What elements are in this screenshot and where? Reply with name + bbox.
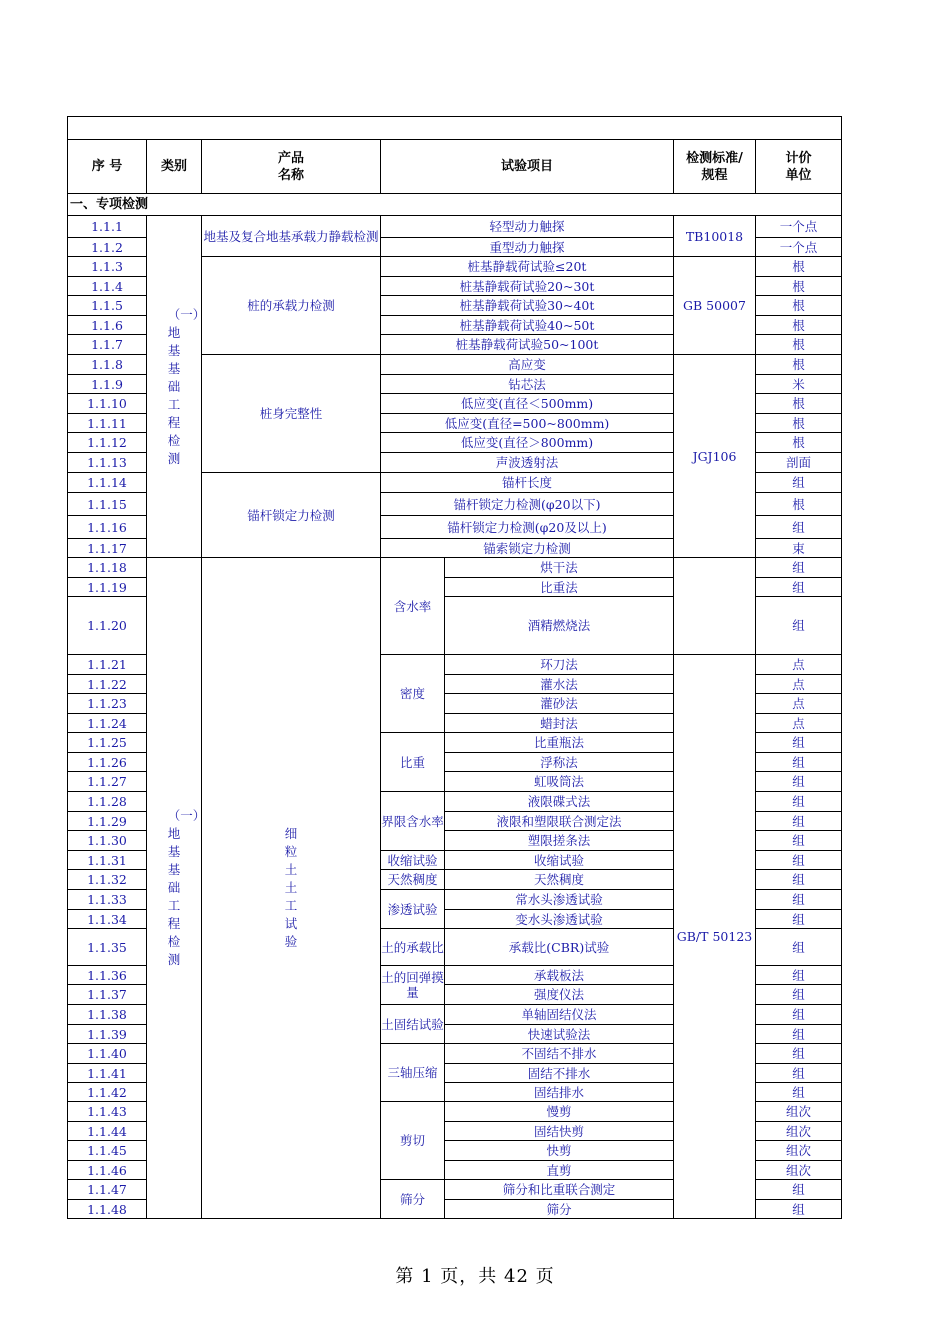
row-number: 1.1.43	[68, 1102, 147, 1122]
test-item: 承载板法	[445, 966, 674, 985]
test-item: 慢剪	[445, 1102, 674, 1122]
row-number: 1.1.37	[68, 985, 147, 1005]
price-unit: 组	[756, 966, 842, 985]
standard-code: GB/T 50123	[674, 655, 756, 1219]
price-unit: 组	[756, 516, 842, 539]
price-table	[67, 116, 842, 1219]
row-number: 1.1.16	[68, 516, 147, 539]
category-cell	[147, 558, 206, 1219]
test-item: 直剪	[445, 1161, 674, 1180]
row-number: 1.1.28	[68, 792, 147, 812]
test-item: 灌水法	[445, 675, 674, 694]
price-unit: 米	[756, 375, 842, 394]
test-item: 桩基静载荷试验40~50t	[381, 316, 674, 335]
header-unit: 计价 单位	[756, 140, 842, 194]
row-number: 1.1.25	[68, 733, 147, 753]
test-item: 承载比(CBR)试验	[445, 929, 674, 966]
price-unit: 根	[756, 277, 842, 296]
test-item: 环刀法	[445, 655, 674, 675]
row-number: 1.1.8	[68, 355, 147, 375]
page-footer: 第 1 页，共 42 页	[395, 1266, 555, 1287]
test-group: 界限含水率	[381, 792, 445, 851]
price-unit: 点	[756, 675, 842, 694]
test-item: 变水头渗透试验	[445, 910, 674, 929]
row-number: 1.1.23	[68, 694, 147, 714]
test-group: 含水率	[381, 558, 445, 655]
row-number: 1.1.3	[68, 257, 147, 277]
test-item: 强度仪法	[445, 985, 674, 1005]
row-number: 1.1.30	[68, 831, 147, 851]
price-unit: 组次	[756, 1161, 842, 1180]
row-number: 1.1.17	[68, 539, 147, 558]
test-group: 土的回弹摸量	[381, 966, 445, 1005]
test-group: 剪切	[381, 1102, 445, 1180]
category-cell-text: （一）地基基础工程检测	[167, 306, 206, 466]
price-unit: 一个点	[756, 216, 842, 238]
test-item: 桩基静载荷试验50~100t	[381, 335, 674, 355]
price-unit: 组	[756, 929, 842, 966]
category-cell	[147, 216, 206, 558]
price-unit: 根	[756, 414, 842, 433]
test-item: 钻芯法	[381, 375, 674, 394]
price-unit: 组	[756, 733, 842, 753]
row-number: 1.1.12	[68, 433, 147, 453]
test-item: 浮称法	[445, 753, 674, 772]
row-number: 1.1.38	[68, 1005, 147, 1025]
price-unit: 组	[756, 772, 842, 792]
test-item: 烘干法	[445, 558, 674, 578]
test-item: 锚索锁定力检测	[381, 539, 674, 558]
price-unit: 组	[756, 890, 842, 910]
test-item: 筛分	[445, 1200, 674, 1219]
row-number: 1.1.34	[68, 910, 147, 929]
test-group: 渗透试验	[381, 890, 445, 929]
test-item: 虹吸筒法	[445, 772, 674, 792]
test-item: 筛分和比重联合测定	[445, 1180, 674, 1200]
row-number: 1.1.2	[68, 238, 147, 257]
test-item: 收缩试验	[445, 851, 674, 870]
price-unit: 点	[756, 714, 842, 733]
test-item: 轻型动力触探	[381, 216, 674, 238]
price-unit: 组	[756, 812, 842, 831]
price-unit: 组	[756, 831, 842, 851]
row-number: 1.1.21	[68, 655, 147, 675]
price-unit: 束	[756, 539, 842, 558]
test-item: 不固结不排水	[445, 1044, 674, 1064]
row-number: 1.1.1	[68, 216, 147, 238]
price-unit: 剖面	[756, 453, 842, 473]
row-number: 1.1.45	[68, 1141, 147, 1161]
row-number: 1.1.47	[68, 1180, 147, 1200]
row-number: 1.1.41	[68, 1064, 147, 1083]
product-name	[202, 558, 381, 1219]
test-item: 桩基静载荷试验20~30t	[381, 277, 674, 296]
test-item: 锚杆长度	[381, 473, 674, 493]
price-unit: 组次	[756, 1102, 842, 1122]
price-unit: 组	[756, 1200, 842, 1219]
test-group: 土的承载比	[381, 929, 445, 966]
product-name-text: 细粒土土工试验	[284, 826, 298, 949]
row-number: 1.1.15	[68, 493, 147, 516]
row-number: 1.1.10	[68, 394, 147, 414]
row-number: 1.1.14	[68, 473, 147, 493]
test-item: 低应变(直径＜500mm)	[381, 394, 674, 414]
price-unit: 组次	[756, 1122, 842, 1141]
row-number: 1.1.5	[68, 296, 147, 316]
row-number: 1.1.18	[68, 558, 147, 578]
header-category: 类别	[147, 140, 202, 194]
row-number: 1.1.6	[68, 316, 147, 335]
price-unit: 点	[756, 655, 842, 675]
test-group: 土固结试验	[381, 1005, 445, 1044]
price-unit: 根	[756, 394, 842, 414]
row-number: 1.1.27	[68, 772, 147, 792]
price-unit: 组	[756, 1044, 842, 1064]
row-number: 1.1.24	[68, 714, 147, 733]
row-number: 1.1.40	[68, 1044, 147, 1064]
price-unit: 组	[756, 870, 842, 890]
test-item: 低应变(直径＞800mm)	[381, 433, 674, 453]
row-number: 1.1.33	[68, 890, 147, 910]
product-name: 桩的承载力检测	[202, 257, 381, 355]
row-number: 1.1.9	[68, 375, 147, 394]
price-unit: 根	[756, 335, 842, 355]
price-unit: 根	[756, 433, 842, 453]
test-item: 塑限搓条法	[445, 831, 674, 851]
row-number: 1.1.4	[68, 277, 147, 296]
row-number: 1.1.32	[68, 870, 147, 890]
product-name: 锚杆锁定力检测	[202, 473, 381, 558]
row-number: 1.1.42	[68, 1083, 147, 1102]
row-number: 1.1.7	[68, 335, 147, 355]
test-group: 三轴压缩	[381, 1044, 445, 1102]
test-item: 蜡封法	[445, 714, 674, 733]
table-row	[68, 216, 842, 238]
price-unit: 一个点	[756, 238, 842, 257]
test-group: 收缩试验	[381, 851, 445, 870]
price-unit: 组	[756, 1064, 842, 1083]
test-item: 固结不排水	[445, 1064, 674, 1083]
row-number: 1.1.13	[68, 453, 147, 473]
price-unit: 组	[756, 1005, 842, 1025]
test-item: 灌砂法	[445, 694, 674, 714]
test-item: 低应变(直径=500~800mm)	[381, 414, 674, 433]
price-unit: 组	[756, 851, 842, 870]
price-unit: 组	[756, 910, 842, 929]
header-standard: 检测标准/ 规程	[674, 140, 756, 194]
test-item: 固结快剪	[445, 1122, 674, 1141]
test-item: 快剪	[445, 1141, 674, 1161]
table-row	[68, 558, 842, 578]
test-item: 比重瓶法	[445, 733, 674, 753]
test-group: 天然稠度	[381, 870, 445, 890]
price-unit: 组	[756, 792, 842, 812]
test-item: 液限和塑限联合测定法	[445, 812, 674, 831]
category-cell-text: （一）地基基础工程检测	[167, 808, 206, 967]
row-number: 1.1.19	[68, 578, 147, 597]
test-item: 酒精燃烧法	[445, 597, 674, 655]
test-item: 固结排水	[445, 1083, 674, 1102]
row-number: 1.1.46	[68, 1161, 147, 1180]
header-product: 产品 名称	[202, 140, 381, 194]
price-unit: 组	[756, 1083, 842, 1102]
price-unit: 组	[756, 578, 842, 597]
test-item: 天然稠度	[445, 870, 674, 890]
test-item: 常水头渗透试验	[445, 890, 674, 910]
sheet-title-row	[68, 117, 842, 140]
test-item: 单轴固结仪法	[445, 1005, 674, 1025]
test-item: 比重法	[445, 578, 674, 597]
row-number: 1.1.39	[68, 1025, 147, 1044]
price-unit: 组	[756, 1180, 842, 1200]
row-number: 1.1.35	[68, 929, 147, 966]
row-number: 1.1.20	[68, 597, 147, 655]
price-unit: 组	[756, 753, 842, 772]
test-item: 桩基静载荷试验30~40t	[381, 296, 674, 316]
price-unit: 组	[756, 473, 842, 493]
row-number: 1.1.22	[68, 675, 147, 694]
row-number: 1.1.31	[68, 851, 147, 870]
price-unit: 根	[756, 257, 842, 277]
product-name: 地基及复合地基承载力静载检测	[202, 216, 381, 257]
section-title: 一、专项检测	[68, 194, 842, 216]
test-item: 重型动力触探	[381, 238, 674, 257]
test-item: 锚杆锁定力检测(φ20以下)	[381, 493, 674, 516]
price-unit: 点	[756, 694, 842, 714]
test-item: 高应变	[381, 355, 674, 375]
price-unit: 根	[756, 296, 842, 316]
row-number: 1.1.29	[68, 812, 147, 831]
row-number: 1.1.44	[68, 1122, 147, 1141]
price-unit: 组	[756, 597, 842, 655]
header-no: 序 号	[68, 140, 147, 194]
price-unit: 根	[756, 355, 842, 375]
row-number: 1.1.48	[68, 1200, 147, 1219]
test-group: 筛分	[381, 1180, 445, 1219]
standard-code	[674, 558, 756, 655]
row-number: 1.1.36	[68, 966, 147, 985]
price-unit: 组次	[756, 1141, 842, 1161]
test-item: 桩基静载荷试验≤20t	[381, 257, 674, 277]
header-item: 试验项目	[381, 140, 674, 194]
row-number: 1.1.26	[68, 753, 147, 772]
test-item: 液限碟式法	[445, 792, 674, 812]
standard-code: TB10018	[674, 216, 756, 257]
row-number: 1.1.11	[68, 414, 147, 433]
price-unit: 根	[756, 493, 842, 516]
product-name: 桩身完整性	[202, 355, 381, 473]
test-group: 密度	[381, 655, 445, 733]
standard-code: JGJ106	[674, 355, 756, 558]
test-group: 比重	[381, 733, 445, 792]
test-item: 声波透射法	[381, 453, 674, 473]
price-unit: 组	[756, 558, 842, 578]
price-unit: 组	[756, 985, 842, 1005]
price-unit: 组	[756, 1025, 842, 1044]
test-item: 快速试验法	[445, 1025, 674, 1044]
standard-code: GB 50007	[674, 257, 756, 355]
price-unit: 根	[756, 316, 842, 335]
test-item: 锚杆锁定力检测(φ20及以上)	[381, 516, 674, 539]
